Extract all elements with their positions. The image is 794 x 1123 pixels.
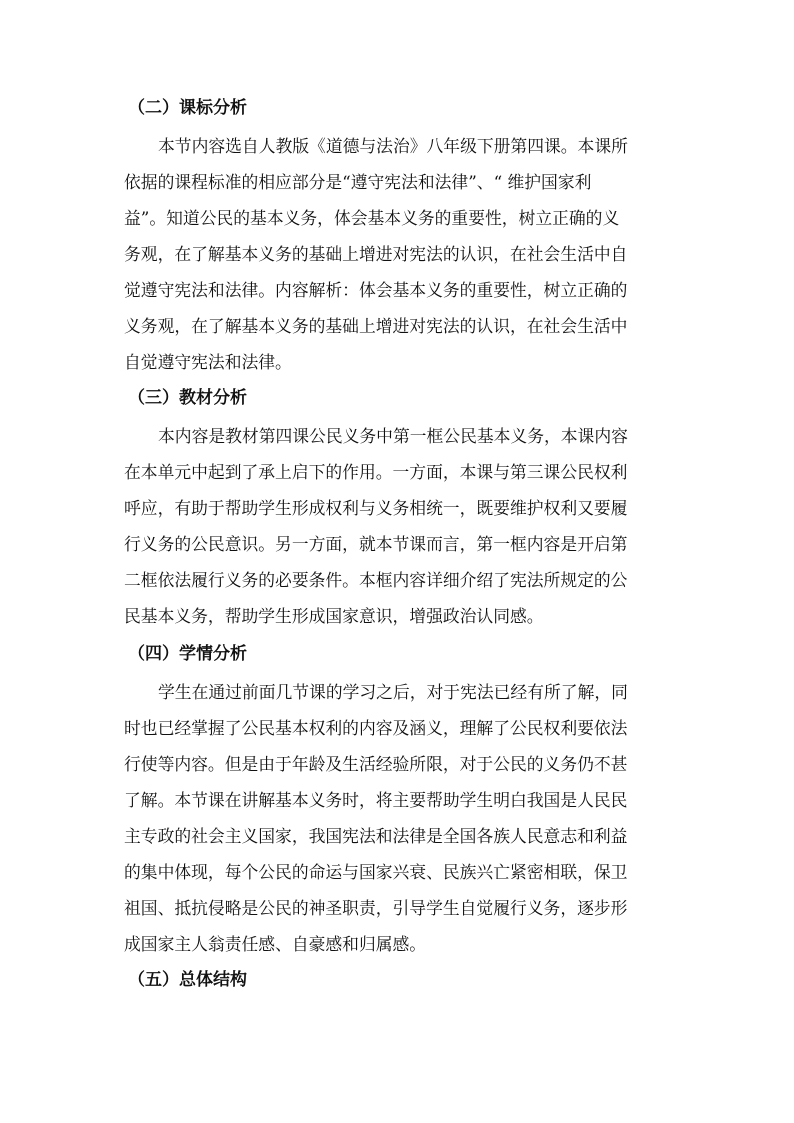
paragraph-line: 觉遵守宪法和法律。内容解析：体会基本义务的重要性，树立正确的 [124,280,628,300]
paragraph-line: 本内容是教材第四课公民义务中第一框公民基本义务，本课内容 [158,426,628,446]
paragraph-line: 依据的课程标准的相应部分是“遵守宪法和法律”、“ 维护国家利 [124,172,592,192]
paragraph-line: 行使等内容。但是由于年龄及生活经验所限，对于公民的义务仍不甚 [124,754,628,774]
paragraph-line: 呼应，有助于帮助学生形成权利与义务相统一，既要维护权利又要履 [124,498,628,518]
section-heading-curriculum-analysis: （二）课标分析 [128,98,247,118]
paragraph-line: 义务观，在了解基本义务的基础上增进对宪法的认识，在社会生活中 [124,316,628,336]
paragraph-line: 益”。知道公民的基本义务，体会基本义务的重要性，树立正确的义 [124,208,620,228]
paragraph-line: 二框依法履行义务的必要条件。本框内容详细介绍了宪法所规定的公 [124,570,628,590]
paragraph-line: 自觉遵守宪法和法律。 [124,352,292,372]
paragraph-line: 本节内容选自人教版《道德与法治》八年级下册第四课。本课所 [158,136,628,156]
paragraph-line: 主专政的社会主义国家，我国宪法和法律是全国各族人民意志和利益 [124,826,628,846]
paragraph-line: 民基本义务，帮助学生形成国家意识，增强政治认同感。 [124,606,544,626]
paragraph-line: 在本单元中起到了承上启下的作用。一方面，本课与第三课公民权利 [124,462,628,482]
section-heading-textbook-analysis: （三）教材分析 [128,388,247,408]
paragraph-line: 时也已经掌握了公民基本权利的内容及涵义，理解了公民权利要依法 [124,718,628,738]
paragraph-line: 了解。本节课在讲解基本义务时，将主要帮助学生明白我国是人民民 [124,790,628,810]
paragraph-line: 行义务的公民意识。另一方面，就本节课而言，第一框内容是开启第 [124,534,628,554]
paragraph-line: 的集中体现，每个公民的命运与国家兴衰、民族兴亡紧密相联，保卫 [124,862,628,882]
paragraph-line: 成国家主人翁责任感、自豪感和归属感。 [124,934,427,954]
paragraph-line: 学生在通过前面几节课的学习之后，对于宪法已经有所了解，同 [158,682,628,702]
section-heading-learner-analysis: （四）学情分析 [128,644,247,664]
paragraph-line: 祖国、抵抗侵略是公民的神圣职责，引导学生自觉履行义务，逐步形 [124,898,628,918]
section-heading-overall-structure: （五）总体结构 [128,970,247,990]
paragraph-line: 务观，在了解基本义务的基础上增进对宪法的认识，在社会生活中自 [124,244,628,264]
